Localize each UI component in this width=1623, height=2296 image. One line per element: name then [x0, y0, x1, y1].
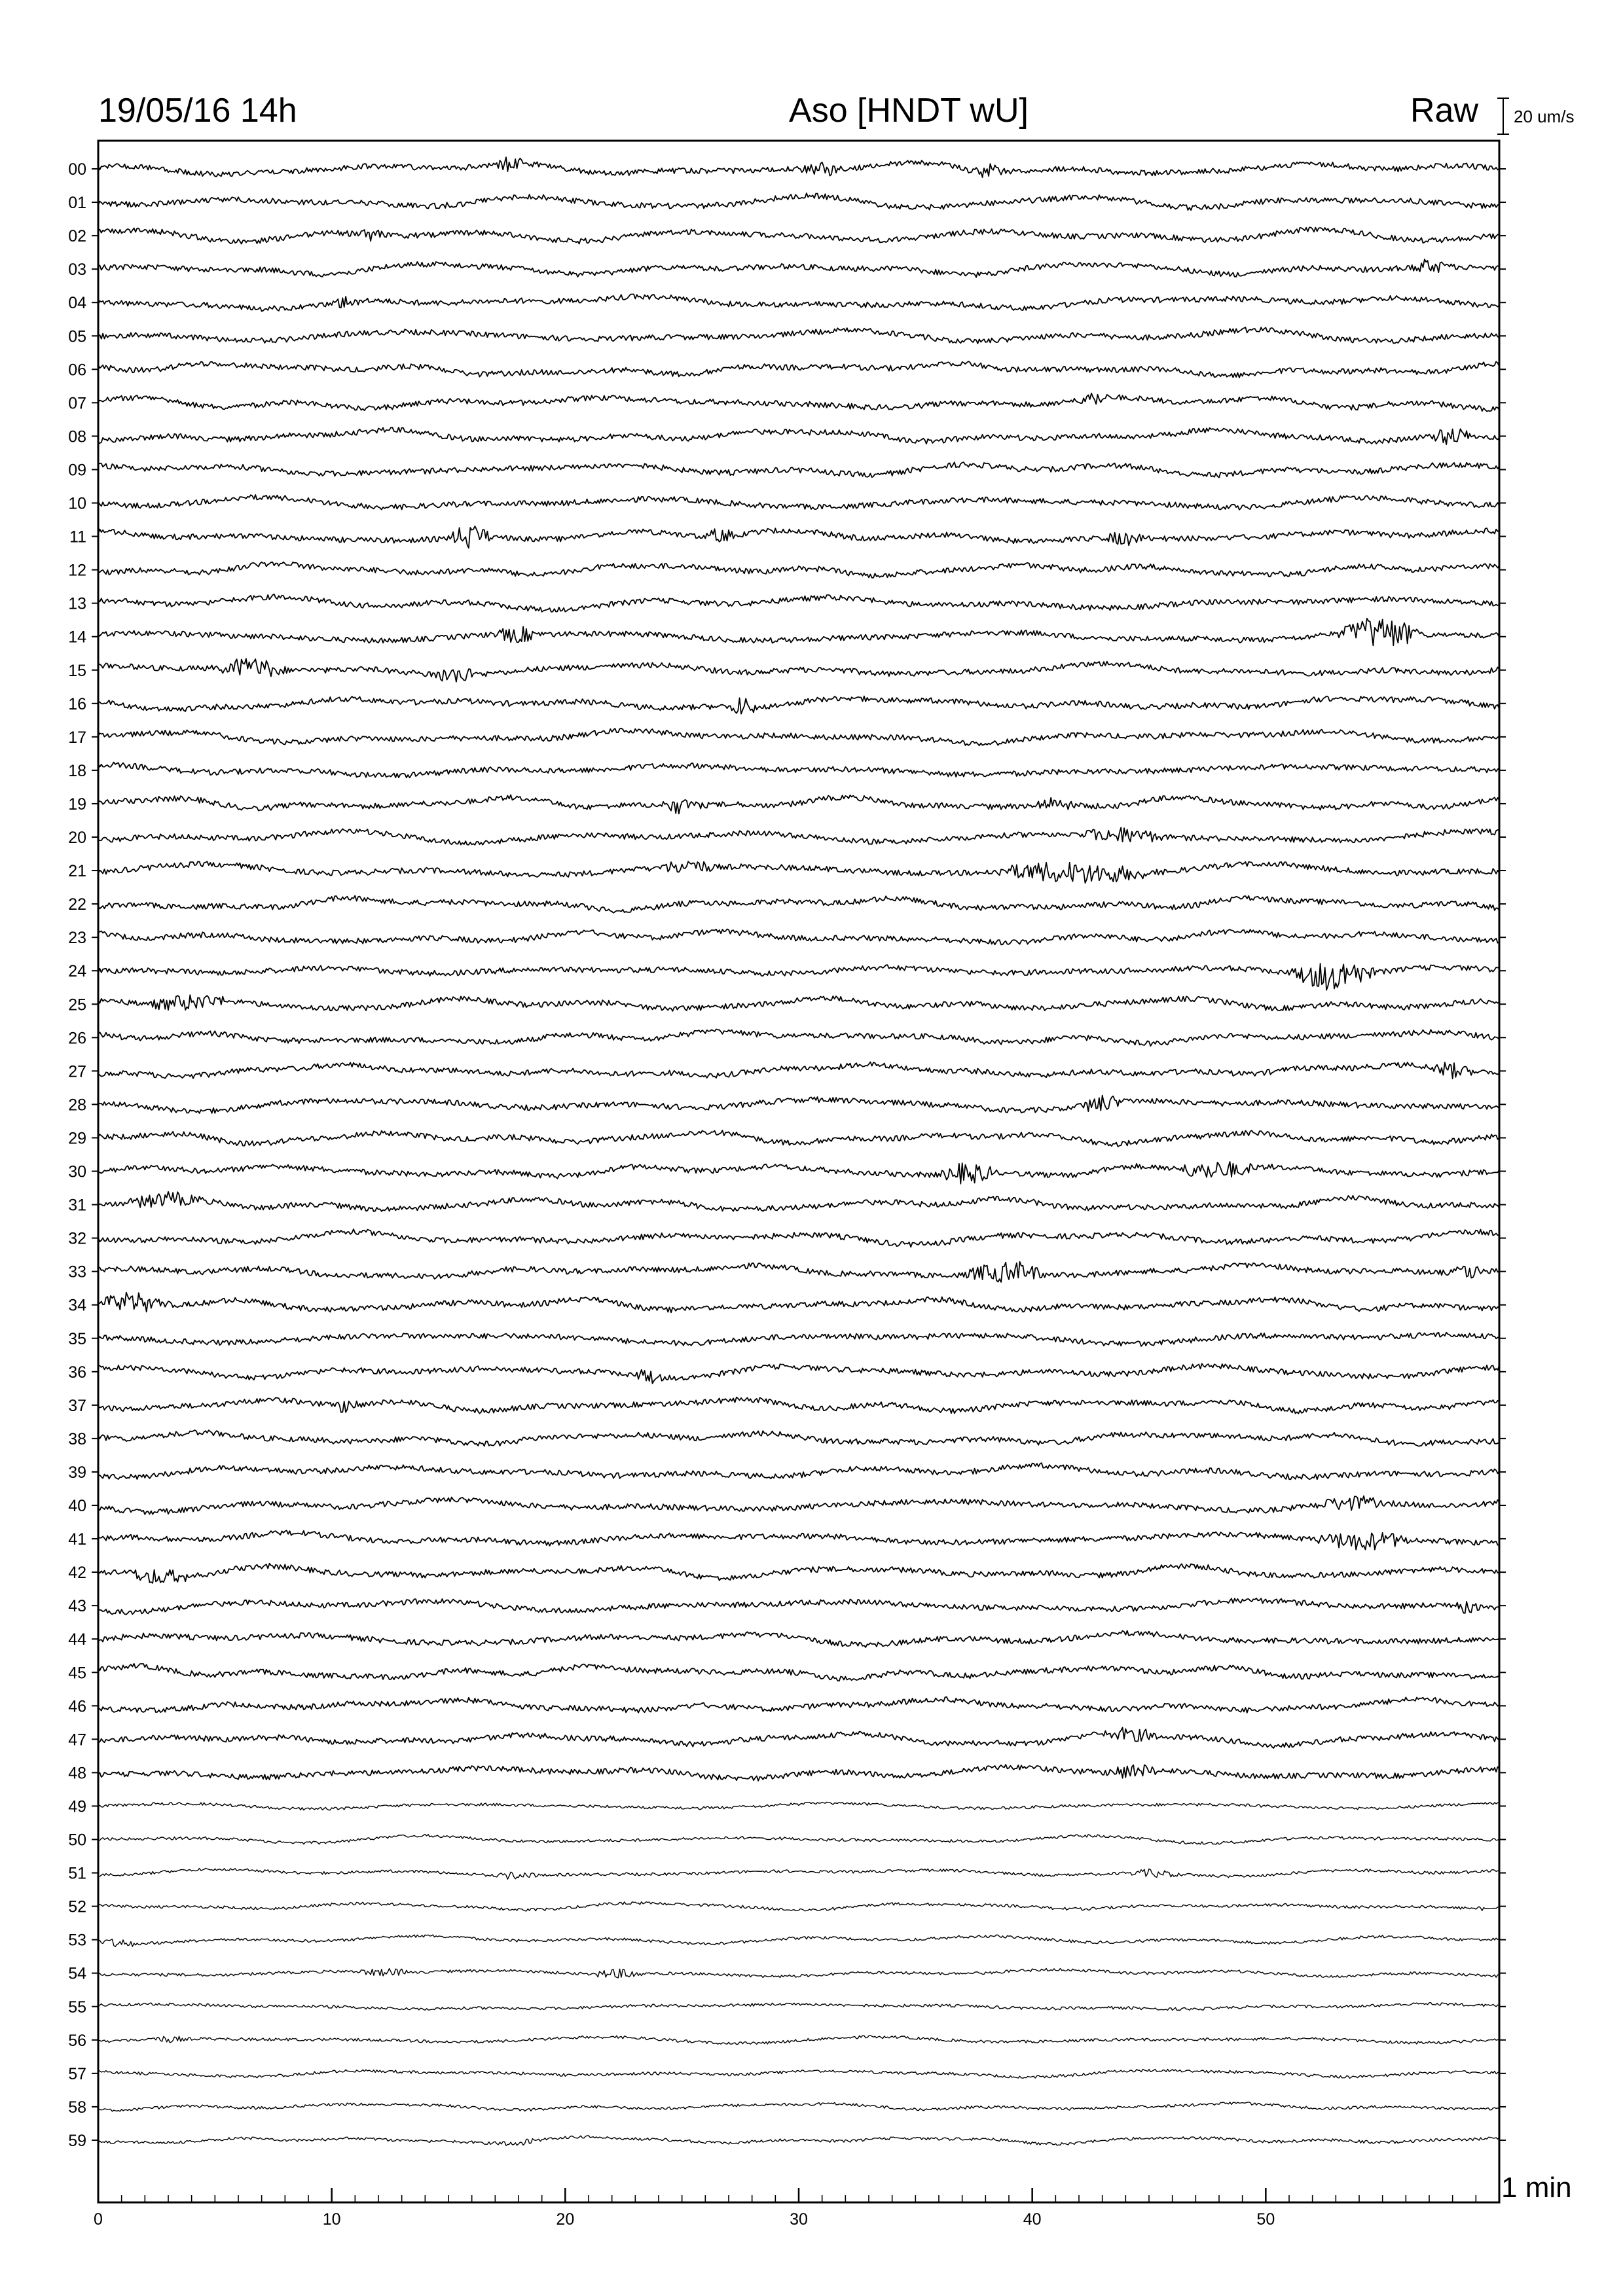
- row-label: 36: [68, 1363, 86, 1382]
- trace-line: [98, 157, 1499, 177]
- row-label: 59: [68, 2131, 86, 2150]
- row-label: 00: [68, 160, 86, 179]
- trace-line: [98, 1530, 1499, 1549]
- row-label: 35: [68, 1329, 86, 1348]
- row-label: 52: [68, 1897, 86, 1916]
- row-label: 45: [68, 1664, 86, 1683]
- trace-line: [98, 1868, 1499, 1879]
- row-label: 44: [68, 1630, 86, 1649]
- trace-line: [98, 1030, 1499, 1047]
- trace-line: [98, 1902, 1499, 1911]
- row-label: 28: [68, 1096, 86, 1115]
- row-label: 39: [68, 1463, 86, 1482]
- trace-line: [98, 1598, 1499, 1615]
- x-tick-label: 40: [1023, 2210, 1042, 2229]
- plot-frame: [98, 141, 1499, 2202]
- trace-line: [98, 1430, 1499, 1446]
- trace-line: [98, 562, 1499, 578]
- row-label: 51: [68, 1864, 86, 1883]
- x-tick-label: 50: [1256, 2210, 1275, 2229]
- row-label: 23: [68, 929, 86, 948]
- row-label: 30: [68, 1162, 86, 1181]
- row-label: 14: [68, 628, 86, 647]
- row-labels: [68, 160, 1506, 2150]
- row-label: 21: [68, 862, 86, 881]
- trace-line: [98, 1765, 1499, 1781]
- row-label: 22: [68, 895, 86, 914]
- row-label: 02: [68, 227, 86, 246]
- trace-line: [98, 696, 1499, 714]
- trace-line: [98, 1262, 1499, 1282]
- datetime-label: 19/05/16 14h: [98, 92, 297, 130]
- trace-line: [98, 462, 1499, 477]
- trace-line: [98, 227, 1499, 243]
- row-label: 11: [69, 528, 86, 547]
- trace-line: [98, 2070, 1499, 2079]
- trace-line: [98, 2136, 1499, 2145]
- trace-line: [98, 1496, 1499, 1515]
- row-label: 31: [68, 1196, 86, 1215]
- row-label: 50: [68, 1831, 86, 1850]
- row-label: 20: [68, 829, 86, 847]
- row-label: 27: [68, 1062, 86, 1081]
- mode-label: Raw: [1410, 92, 1478, 130]
- time-axis: [94, 2188, 1499, 2229]
- x-axis-unit-label: 1 min: [1501, 2172, 1572, 2204]
- trace-line: [98, 259, 1499, 278]
- row-label: 08: [68, 427, 86, 446]
- trace-line: [98, 1697, 1499, 1713]
- trace-line: [98, 619, 1499, 646]
- trace-line: [98, 295, 1499, 312]
- row-label: 47: [68, 1731, 86, 1749]
- trace-line: [98, 1664, 1499, 1681]
- row-label: 05: [68, 327, 86, 346]
- row-label: 54: [68, 1964, 86, 1983]
- seismic-traces: [98, 157, 1499, 2145]
- row-label: 01: [68, 194, 86, 213]
- trace-line: [98, 2003, 1499, 2011]
- trace-line: [98, 1333, 1499, 1346]
- trace-line: [98, 1835, 1499, 1844]
- x-tick-label: 30: [790, 2210, 808, 2229]
- x-tick-label: 20: [556, 2210, 575, 2229]
- trace-line: [98, 1162, 1499, 1184]
- row-label: 24: [68, 962, 86, 981]
- trace-line: [98, 495, 1499, 510]
- trace-line: [98, 327, 1499, 344]
- x-tick-label: 10: [322, 2210, 341, 2229]
- trace-line: [98, 929, 1499, 945]
- row-label: 04: [68, 294, 86, 313]
- row-label: 32: [68, 1229, 86, 1248]
- row-label: 53: [68, 1931, 86, 1950]
- amplitude-scale-bar: [1497, 98, 1509, 134]
- row-label: 37: [68, 1396, 86, 1415]
- row-label: 33: [68, 1263, 86, 1282]
- trace-line: [98, 1935, 1499, 1946]
- trace-line: [98, 193, 1499, 210]
- row-label: 16: [68, 694, 86, 713]
- trace-line: [98, 861, 1499, 883]
- trace-line: [98, 393, 1499, 412]
- amplitude-scale-label: 20 um/s: [1514, 107, 1575, 126]
- row-label: 13: [68, 594, 86, 613]
- trace-line: [98, 1229, 1499, 1247]
- row-label: 15: [68, 661, 86, 680]
- station-title: Aso [HNDT wU]: [789, 92, 1029, 130]
- row-label: 55: [68, 1998, 86, 2017]
- trace-line: [98, 728, 1499, 746]
- row-label: 12: [68, 561, 86, 580]
- trace-line: [98, 995, 1499, 1011]
- row-label: 40: [68, 1497, 86, 1515]
- trace-line: [98, 963, 1499, 990]
- trace-line: [98, 827, 1499, 845]
- row-label: 26: [68, 1029, 86, 1048]
- trace-line: [98, 1364, 1499, 1384]
- row-label: 17: [68, 728, 86, 747]
- row-label: 34: [68, 1296, 86, 1315]
- trace-line: [98, 1096, 1499, 1113]
- row-label: 48: [68, 1764, 86, 1783]
- trace-line: [98, 762, 1499, 778]
- trace-line: [98, 1564, 1499, 1583]
- trace-line: [98, 1969, 1499, 1978]
- trace-line: [98, 1192, 1499, 1211]
- trace-line: [98, 1130, 1499, 1147]
- row-label: 49: [68, 1797, 86, 1816]
- row-label: 46: [68, 1697, 86, 1716]
- trace-line: [98, 361, 1499, 378]
- row-label: 07: [68, 394, 86, 413]
- trace-line: [98, 2036, 1499, 2045]
- trace-line: [98, 795, 1499, 814]
- trace-line: [98, 1062, 1499, 1079]
- row-label: 41: [68, 1530, 86, 1549]
- row-label: 42: [68, 1564, 86, 1583]
- row-label: 18: [68, 761, 86, 780]
- x-tick-label: 0: [94, 2210, 103, 2229]
- trace-line: [98, 1463, 1499, 1479]
- row-label: 10: [68, 494, 86, 513]
- row-label: 09: [68, 461, 86, 480]
- trace-line: [98, 2102, 1499, 2111]
- row-label: 19: [68, 795, 86, 814]
- trace-line: [98, 526, 1499, 548]
- row-label: 56: [68, 2031, 86, 2050]
- row-label: 29: [68, 1129, 86, 1148]
- trace-line: [98, 1397, 1499, 1414]
- row-label: 03: [68, 260, 86, 279]
- row-label: 57: [68, 2064, 86, 2083]
- trace-line: [98, 594, 1499, 612]
- row-label: 43: [68, 1597, 86, 1616]
- trace-line: [98, 1802, 1499, 1810]
- row-label: 06: [68, 361, 86, 380]
- trace-line: [98, 1293, 1499, 1313]
- trace-line: [98, 1727, 1499, 1748]
- trace-line: [98, 1631, 1499, 1647]
- row-label: 25: [68, 996, 86, 1014]
- row-label: 58: [68, 2098, 86, 2117]
- row-label: 38: [68, 1429, 86, 1448]
- trace-line: [98, 427, 1499, 444]
- trace-line: [98, 895, 1499, 912]
- trace-line: [98, 658, 1499, 681]
